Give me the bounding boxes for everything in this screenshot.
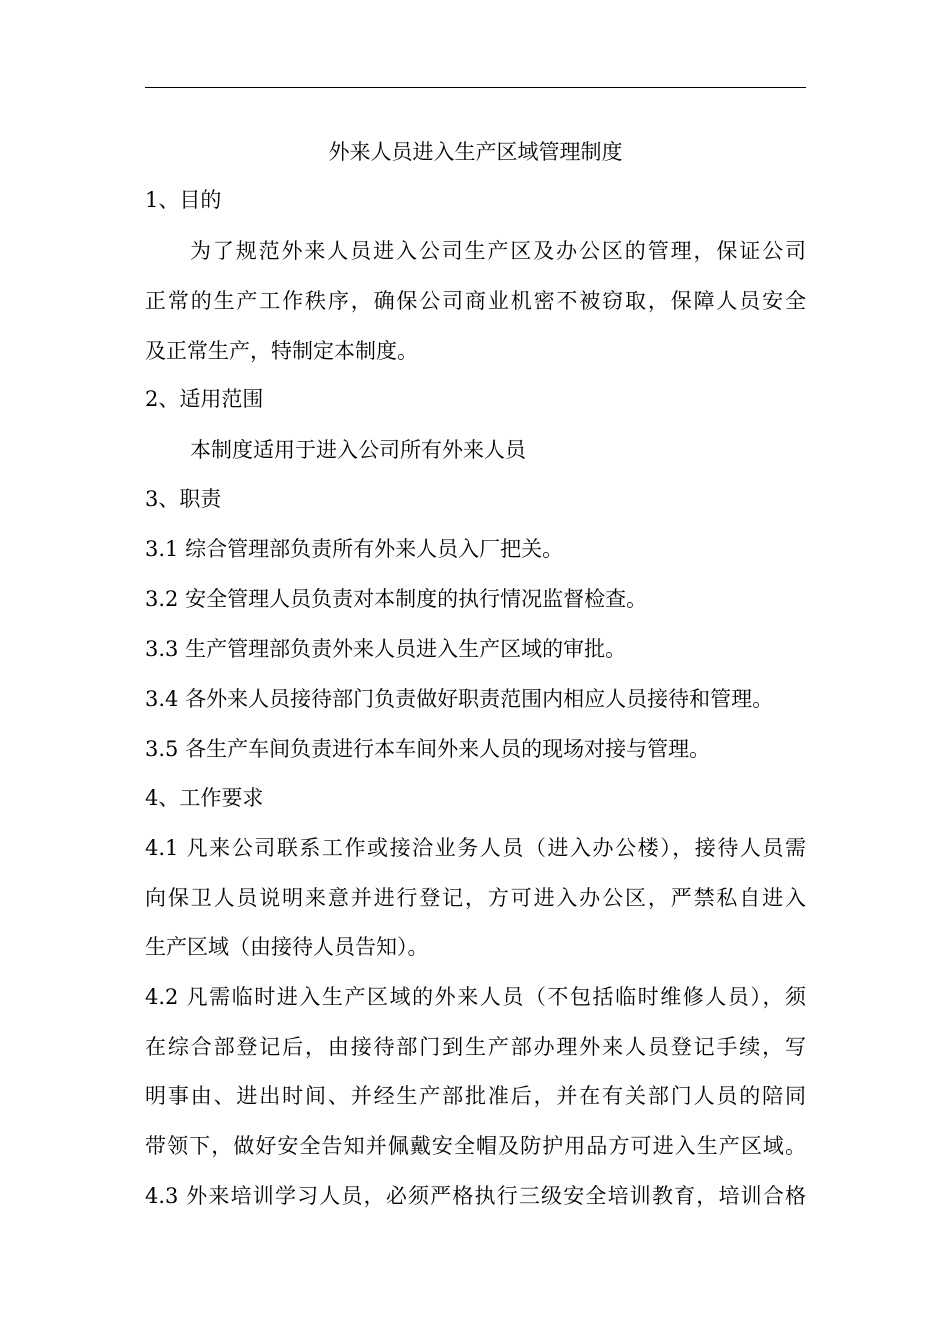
- clause-line: 3.5 各生产车间负责进行本车间外来人员的现场对接与管理。: [145, 737, 711, 761]
- clause-line: 3.1 综合管理部负责所有外来人员入厂把关。: [145, 537, 564, 561]
- paragraph-line: 向保卫人员说明来意并进行登记，方可进入办公区，严禁私自进入: [145, 886, 806, 910]
- clause-line: 3.3 生产管理部负责外来人员进入生产区域的审批。: [145, 637, 627, 661]
- document-title: 外来人员进入生产区域管理制度: [328, 140, 623, 164]
- clause-line: 4.3 外来培训学习人员，必须严格执行三级安全培训教育，培训合格: [145, 1184, 806, 1208]
- section-heading-duties: 3、职责: [145, 487, 222, 511]
- paragraph-line: 正常的生产工作秩序，确保公司商业机密不被窃取，保障人员安全: [145, 289, 806, 313]
- paragraph-line: 生产区域（由接待人员告知）。: [145, 935, 429, 959]
- clause-line: 4.1 凡来公司联系工作或接洽业务人员（进入办公楼），接待人员需: [145, 836, 806, 860]
- section-heading-scope: 2、适用范围: [145, 387, 264, 411]
- paragraph-line: 带领下，做好安全告知并佩戴安全帽及防护用品方可进入生产区域。: [145, 1134, 806, 1158]
- section-heading-purpose: 1、目的: [145, 188, 222, 212]
- clause-line: 3.2 安全管理人员负责对本制度的执行情况监督检查。: [145, 587, 648, 611]
- paragraph-line: 明事由、进出时间、并经生产部批准后，并在有关部门人员的陪同: [145, 1084, 806, 1108]
- paragraph-line: 为了规范外来人员进入公司生产区及办公区的管理，保证公司: [190, 239, 806, 263]
- paragraph-line: 本制度适用于进入公司所有外来人员: [190, 438, 526, 462]
- paragraph-line: 在综合部登记后，由接待部门到生产部办理外来人员登记手续，写: [145, 1035, 806, 1059]
- section-heading-requirements: 4、工作要求: [145, 786, 264, 810]
- clause-line: 4.2 凡需临时进入生产区域的外来人员（不包括临时维修人员），须: [145, 985, 806, 1009]
- paragraph-line: 及正常生产，特制定本制度。: [145, 339, 418, 363]
- header-rule: [145, 87, 806, 88]
- clause-line: 3.4 各外来人员接待部门负责做好职责范围内相应人员接待和管理。: [145, 687, 774, 711]
